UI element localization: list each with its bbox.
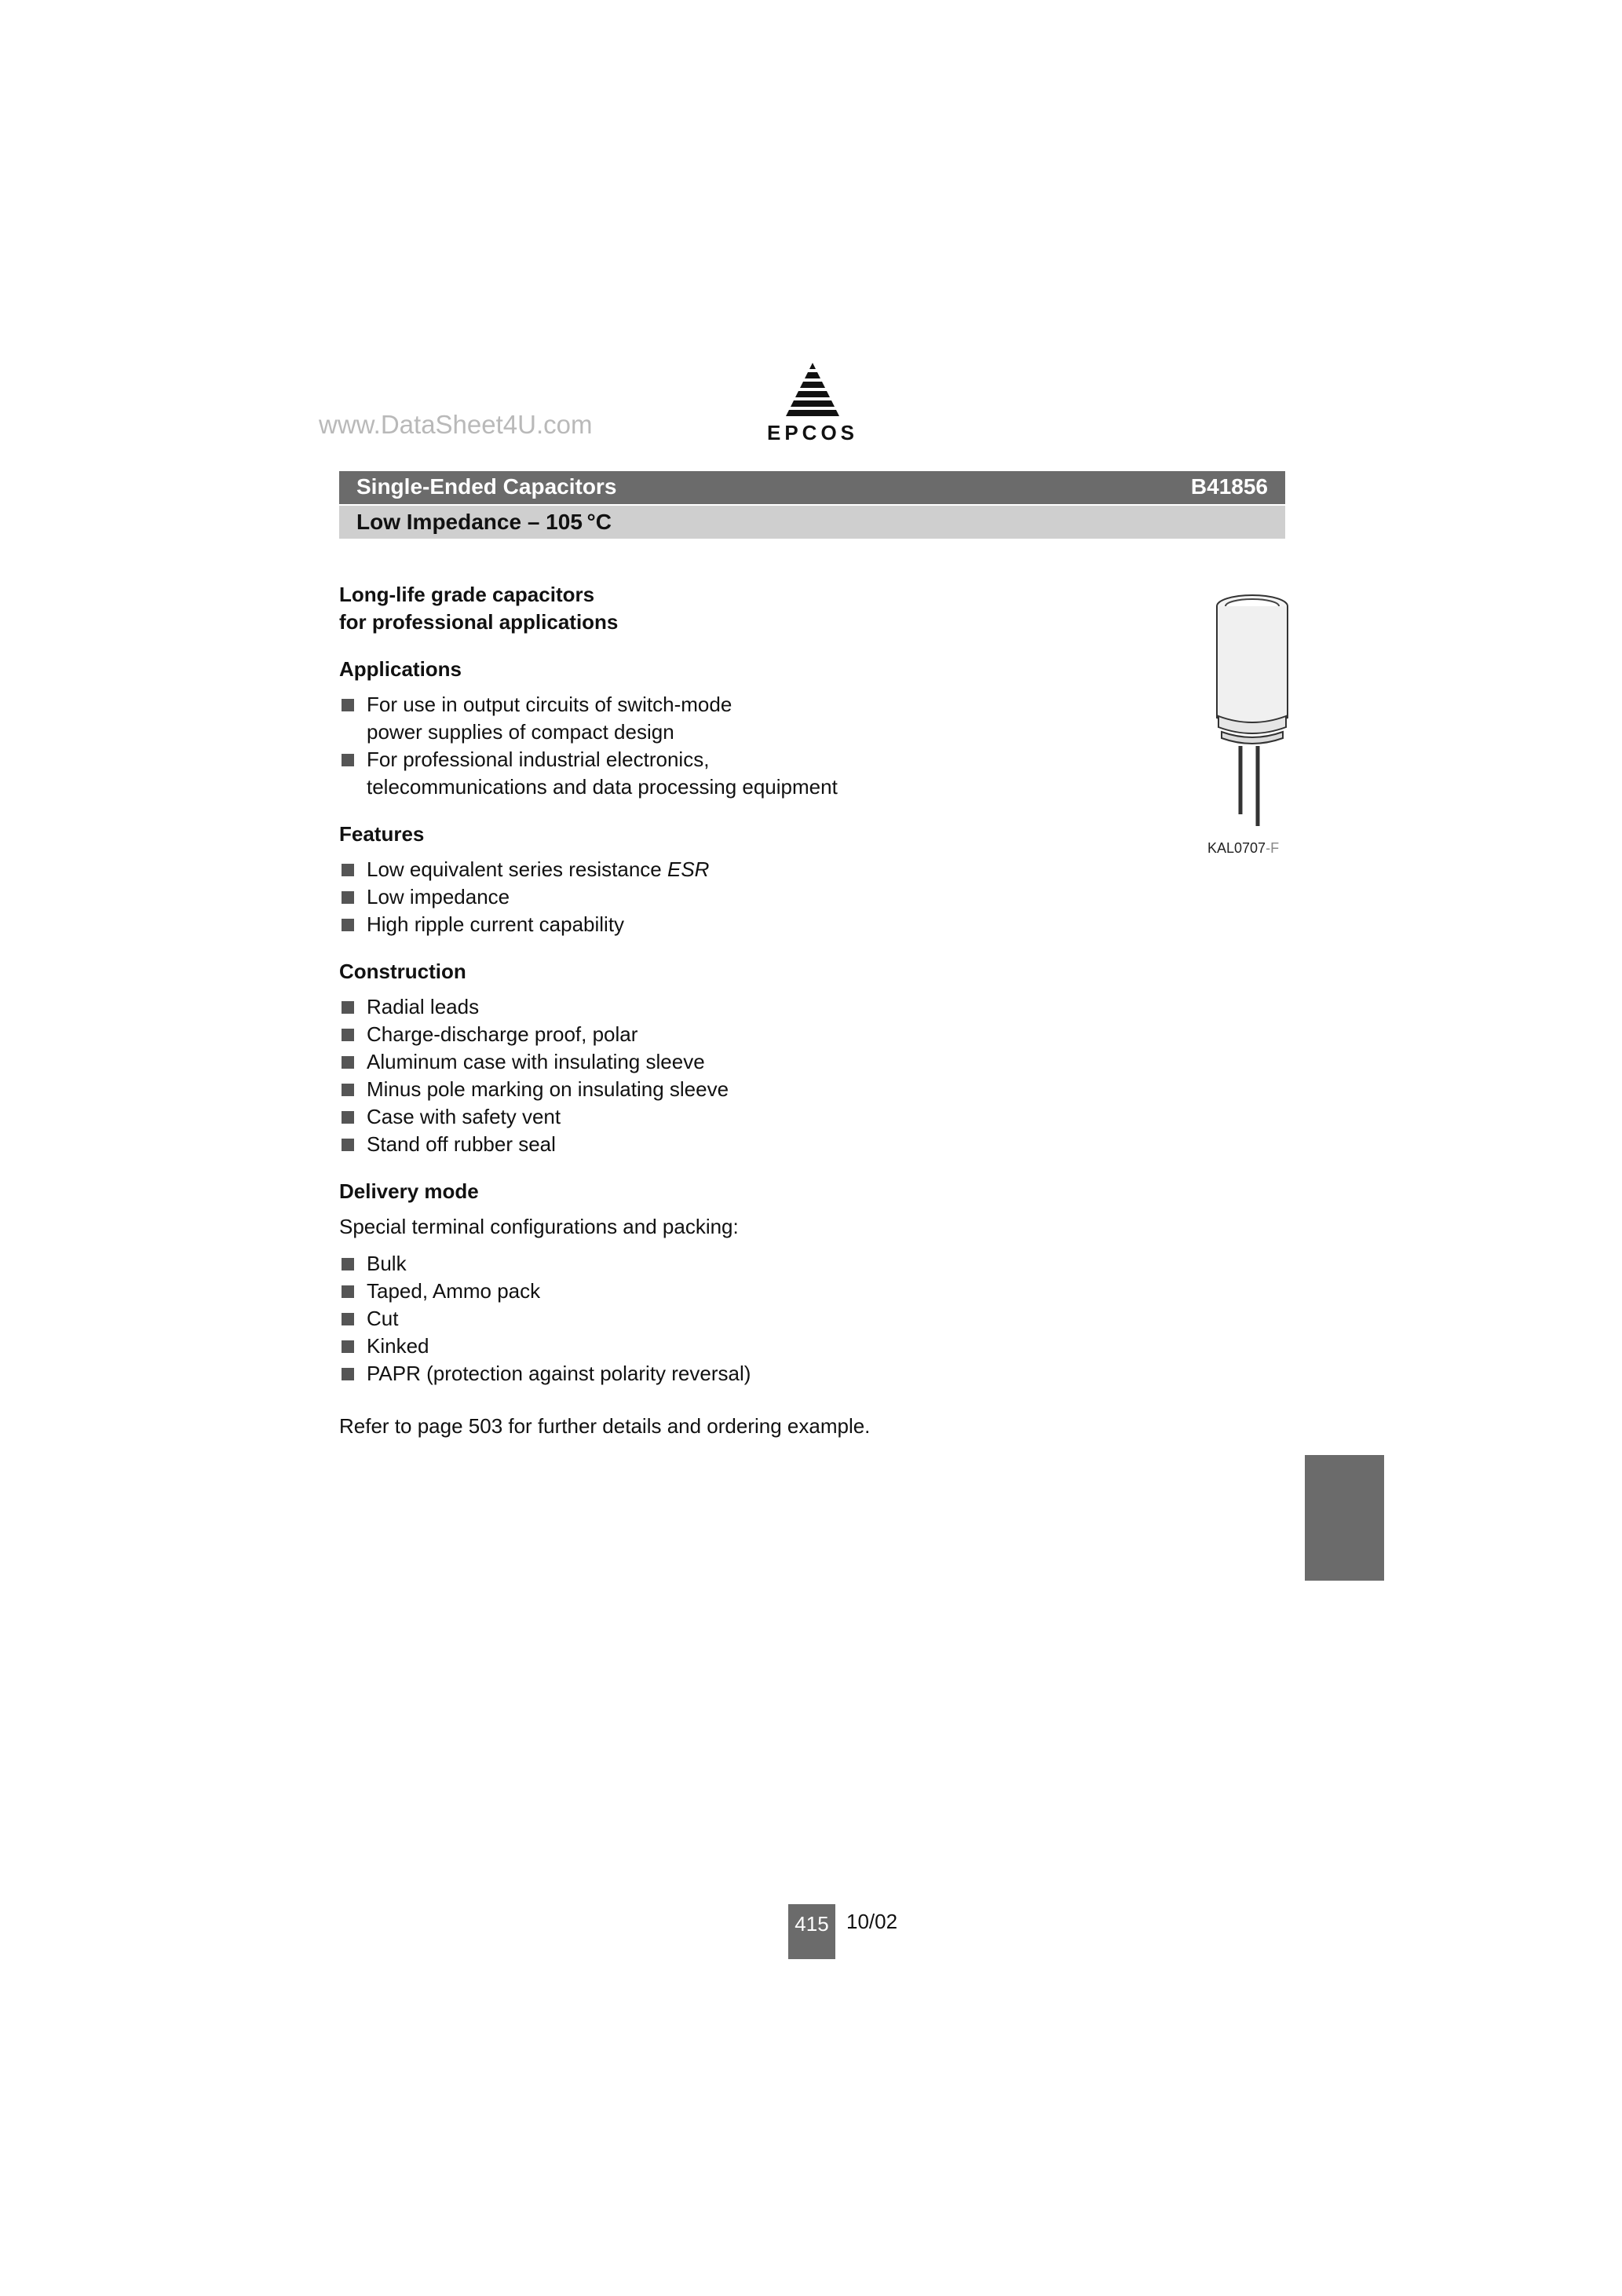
watermark-text[interactable]: www.DataSheet4U.com	[319, 410, 593, 439]
figure-label: KAL0707-F	[1207, 840, 1280, 856]
list-item: High ripple current capability	[339, 911, 1203, 938]
intro-line-1: Long-life grade capacitors	[339, 583, 595, 606]
list-item: PAPR (protection against polarity reversal)	[339, 1360, 1203, 1387]
list-item: Aluminum case with insulating sleeve	[339, 1048, 1203, 1076]
list-item: Cut	[339, 1305, 1203, 1333]
list-item: Stand off rubber seal	[339, 1131, 1203, 1158]
delivery-heading: Delivery mode	[339, 1179, 479, 1203]
list-item: Charge-discharge proof, polar	[339, 1021, 1203, 1048]
part-number: B41856	[1190, 474, 1268, 499]
construction-heading: Construction	[339, 960, 466, 983]
esr-term: ESR	[667, 857, 710, 881]
applications-list	[339, 691, 1203, 801]
epcos-triangle-logo-icon	[781, 361, 844, 418]
radial-capacitor-icon	[1209, 590, 1295, 826]
subheader-bar	[339, 506, 1285, 539]
header-bar	[339, 471, 1285, 504]
intro-line-2: for professional applications	[339, 610, 619, 634]
document-subtitle: Low Impedance – 105 °C	[356, 510, 612, 534]
side-tab-marker	[1305, 1455, 1384, 1581]
refer-note: Refer to page 503 for further details and ordering example.	[339, 1414, 871, 1438]
capacitor-illustration	[1209, 590, 1295, 826]
list-item: For professional industrial electronics, telecommunications and data processing equipment	[339, 746, 1203, 801]
main-content	[339, 581, 1203, 1440]
list-item: Kinked	[339, 1333, 1203, 1360]
epcos-logo	[762, 361, 864, 455]
list-item: Low impedance	[339, 883, 1203, 911]
list-item: Bulk	[339, 1250, 1203, 1278]
list-item: Radial leads	[339, 993, 1203, 1021]
page-date: 10/02	[846, 1910, 898, 1933]
features-heading: Features	[339, 822, 425, 846]
list-item: Minus pole marking on insulating sleeve	[339, 1076, 1203, 1103]
list-item: For use in output circuits of switch-mode power supplies of compact design	[339, 691, 1203, 746]
page-number: 415	[788, 1904, 835, 1959]
list-item: Low equivalent series resistance ESR	[339, 856, 1203, 883]
delivery-intro: Special terminal configurations and packing:	[339, 1215, 739, 1238]
list-item: Taped, Ammo pack	[339, 1278, 1203, 1305]
construction-list	[339, 993, 1203, 1158]
delivery-list	[339, 1250, 1203, 1387]
logo-text: EPCOS	[766, 421, 859, 444]
list-item: Case with safety vent	[339, 1103, 1203, 1131]
applications-heading: Applications	[339, 657, 462, 681]
document-title: Single-Ended Capacitors	[356, 474, 617, 499]
features-list	[339, 856, 1203, 938]
